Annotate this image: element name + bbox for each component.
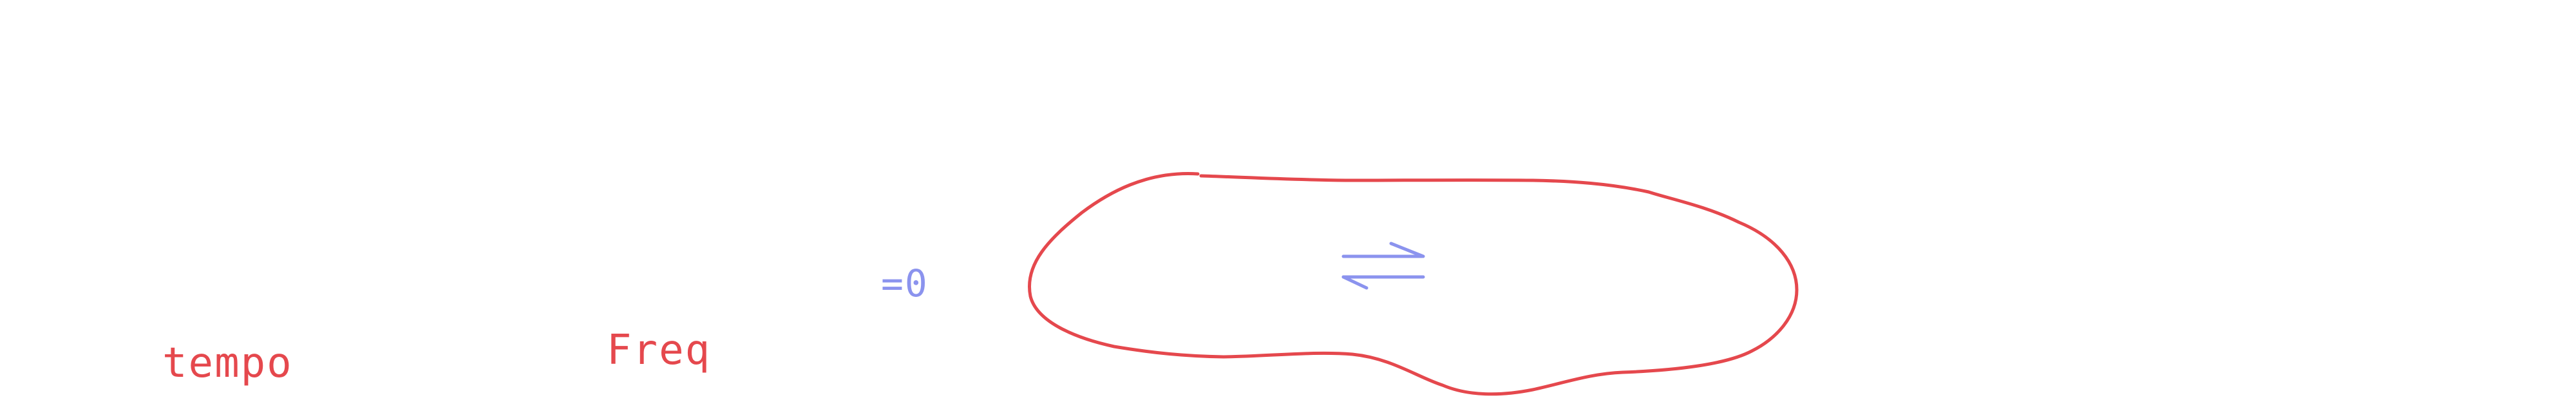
equals-zero-symbol: =0 <box>881 262 929 305</box>
tempo-label: tempo <box>162 339 293 387</box>
hand-drawn-loop <box>1029 174 1797 394</box>
equilibrium-arrows-icon <box>1343 243 1423 288</box>
freq-label: Freq <box>607 327 712 374</box>
